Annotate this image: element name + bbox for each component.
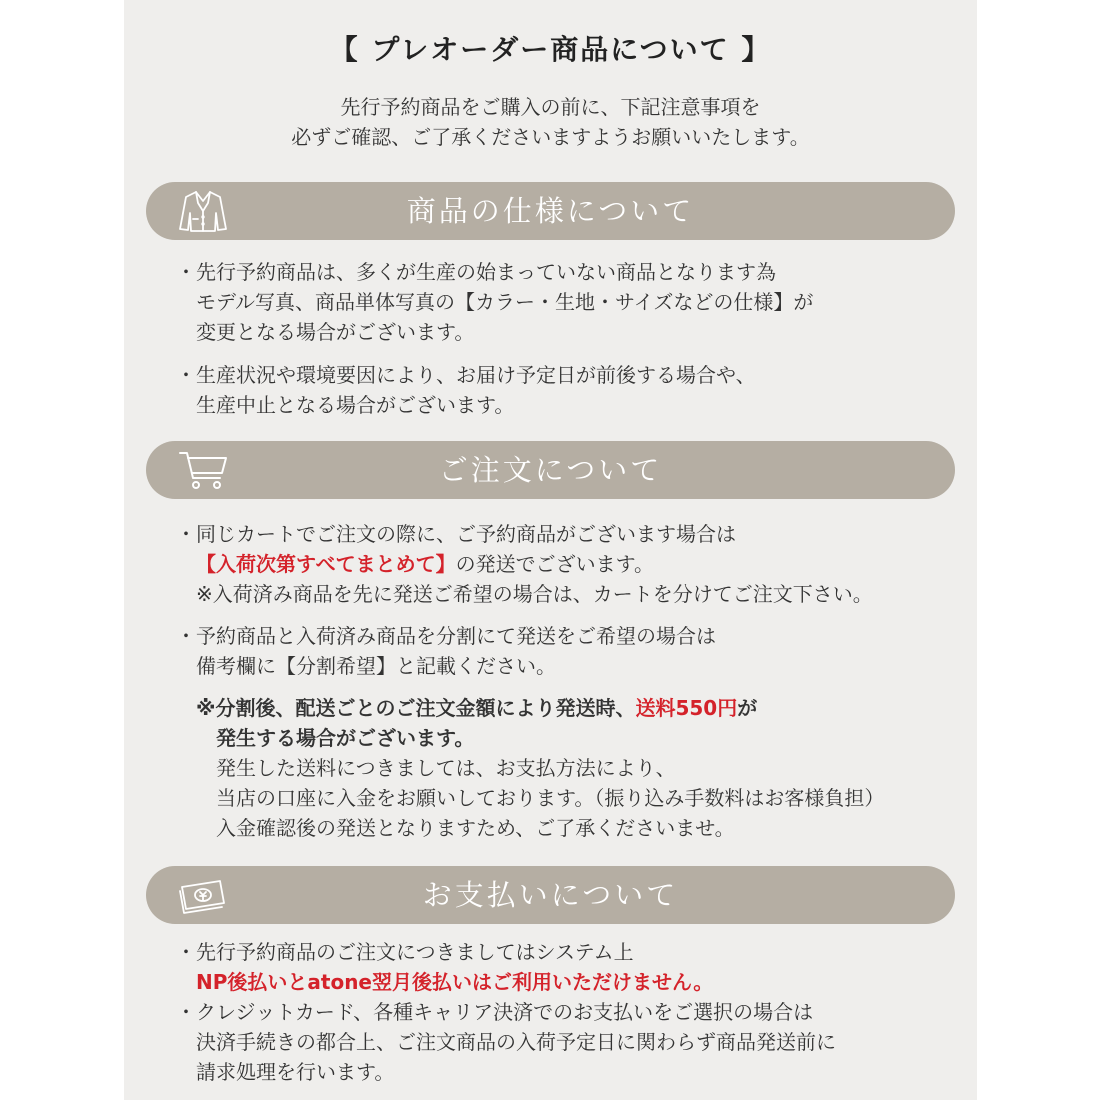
- section-header-order: [146, 441, 955, 499]
- shipping-fee-emphasis: 送料550円: [635, 696, 738, 720]
- payment-bullet-2-line-2: 決済手続きの都合上、ご注文商品の入荷予定日に関わらず商品発送前に: [196, 1030, 836, 1054]
- payment-red-emphasis: NP後払いとatone翌月後払いはご利用いただけません。: [196, 970, 714, 994]
- intro-line-1: 先行予約商品をご購入の前に、下記注意事項を: [340, 95, 761, 119]
- spec-bullet-1: [176, 257, 966, 347]
- order-note-line-2: 発生する場合がございます。: [216, 726, 475, 750]
- spec-bullet-2-line-2: 生産中止となる場合がございます。: [196, 393, 515, 417]
- spec-bullet-2-line-1: ・生産状況や環境要因により、お届け予定日が前後する場合や、: [176, 363, 756, 387]
- order-bullet-1: [176, 519, 966, 609]
- payment-bullet-1: [176, 937, 966, 997]
- order-red-emphasis: 【入荷次第すべてまとめて】: [196, 552, 456, 576]
- payment-bullet-2: [176, 997, 966, 1087]
- order-bullet-1-line-2: [176, 549, 966, 579]
- order-note-bold: ※分割後、配送ごとのご注文金額により発送時、: [196, 696, 636, 720]
- order-bullet-2: [176, 621, 966, 681]
- order-bullet-2-line-2: 備考欄に【分割希望】と記載ください。: [196, 654, 556, 678]
- section-heading-spec: 商品の仕様について: [406, 194, 695, 228]
- order-bullet-1-line-1: ・同じカートでご注文の際に、ご予約商品がございます場合は: [176, 522, 736, 546]
- page-title: 【 プレオーダー商品について 】: [329, 33, 772, 66]
- section-header-spec: [146, 182, 955, 240]
- section-heading-payment: お支払いについて: [422, 878, 679, 912]
- notice-panel: [124, 0, 977, 1100]
- payment-bullet-2-line-1: ・クレジットカード、各種キャリア決済でのお支払いをご選択の場合は: [176, 1000, 814, 1024]
- spec-bullet-1-line-2: モデル写真、商品単体写真の【カラー・生地・サイズなどの仕様】が: [196, 290, 814, 314]
- intro-line-2: 必ずご確認、ご了承くださいますようお願いいたします。: [291, 125, 810, 149]
- order-note-line-5: 入金確認後の発送となりますため、ご了承くださいませ。: [216, 816, 735, 840]
- order-note-line-4: 当店の口座に入金をお願いしております。（振り込み手数料はお客様負担）: [216, 786, 885, 810]
- order-note-bold-end: が: [737, 696, 758, 720]
- intro-text: [124, 92, 977, 152]
- order-bullet-2-line-1: ・予約商品と入荷済み商品を分割にて発送をご希望の場合は: [176, 624, 716, 648]
- payment-bullet-1-line-1: ・先行予約商品のご注文につきましてはシステム上: [176, 940, 634, 964]
- order-bullet-1-line-3: ※入荷済み商品を先に発送ご希望の場合は、カートを分けてご注文下さい。: [196, 582, 873, 606]
- order-note-line-3: 発生した送料につきましては、お支払方法により、: [216, 756, 676, 780]
- spec-bullet-1-line-1: ・先行予約商品は、多くが生産の始まっていない商品となります為: [176, 260, 776, 284]
- spec-bullet-2: [176, 360, 966, 420]
- order-shipping-note: [196, 693, 986, 843]
- payment-bullet-2-line-3: 請求処理を行います。: [196, 1060, 395, 1084]
- section-header-payment: [146, 866, 955, 924]
- spec-bullet-1-line-3: 変更となる場合がございます。: [196, 320, 475, 344]
- order-bullet-1-line-2-rest: の発送でございます。: [455, 552, 655, 576]
- order-note-line-1: [196, 693, 986, 723]
- section-heading-order: ご注文について: [438, 453, 663, 487]
